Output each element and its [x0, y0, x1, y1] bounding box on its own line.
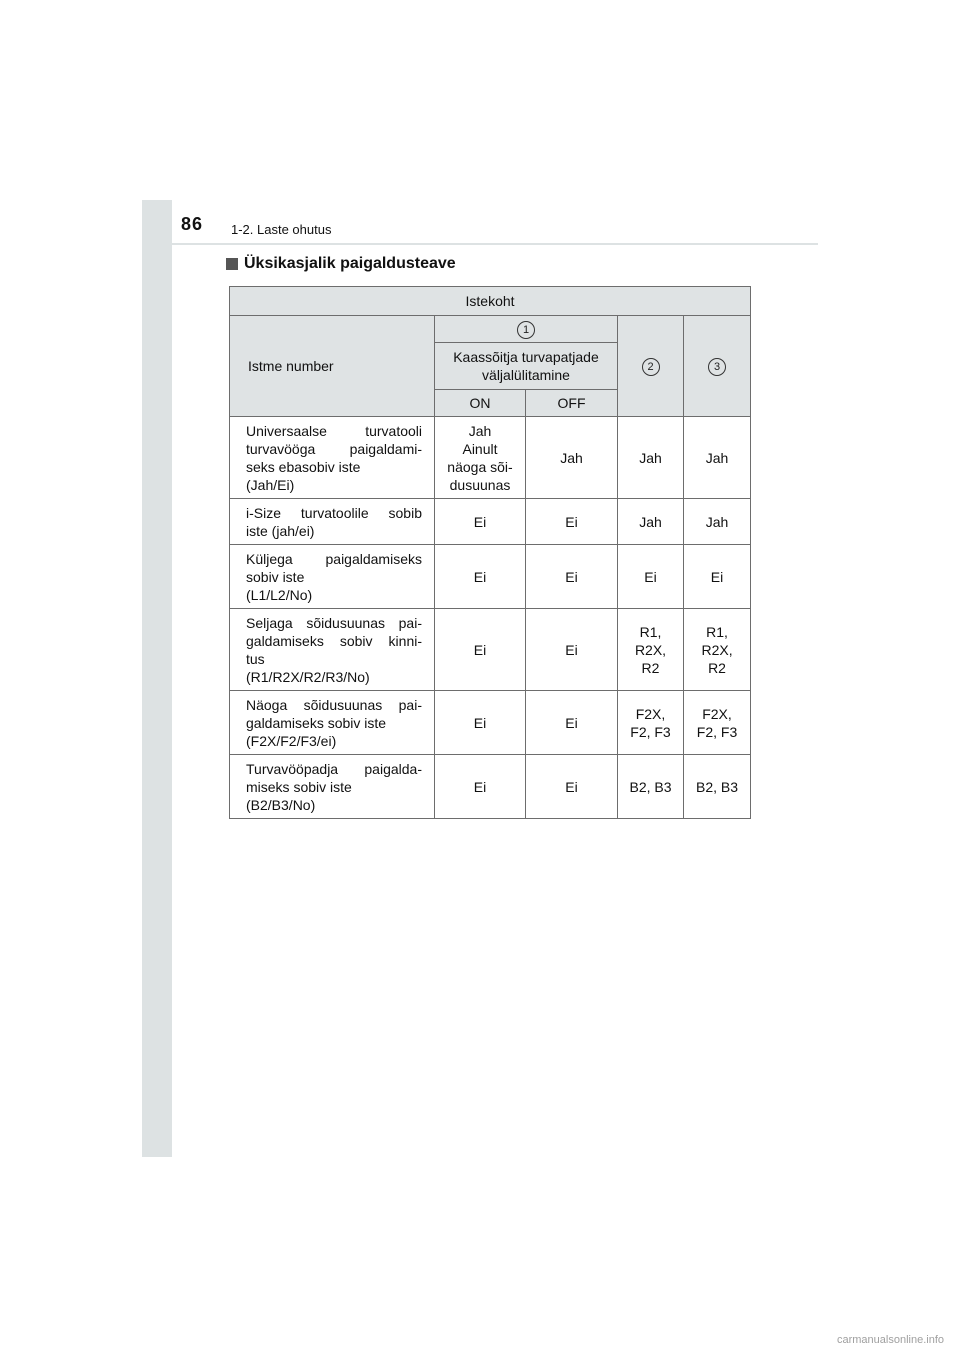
cell-on: [435, 691, 526, 755]
cell-seat-3: [684, 545, 751, 609]
cell-line: Jah: [705, 513, 729, 530]
cell-line: Jah: [705, 449, 729, 466]
cell-off: [526, 417, 618, 499]
cell-line: iste (jah/ei): [246, 522, 315, 539]
cell-line: (L1/L2/No): [246, 586, 313, 603]
circled-1-icon: 1: [517, 321, 535, 339]
row-label: [230, 417, 435, 499]
cell-seat-2: [618, 417, 684, 499]
cell-line: B2, B3: [629, 778, 672, 795]
cell-line: galdamiseks sobiv iste: [246, 714, 387, 731]
cell-line: B2, B3: [696, 778, 739, 795]
table-row: [230, 691, 751, 755]
cell-off: [526, 755, 618, 819]
cell-line: (F2X/F2/F3/ei): [246, 732, 337, 749]
cell-line: seks ebasobiv iste: [246, 458, 361, 475]
cell-on: [435, 609, 526, 691]
cell-line: Ei: [710, 568, 724, 585]
cell-line: Küljega paigaldamiseks: [246, 550, 422, 567]
cell-on: [435, 545, 526, 609]
circled-2-icon: 2: [642, 358, 660, 376]
cell-line: R2X,: [701, 641, 733, 658]
cell-on: [435, 499, 526, 545]
cell-line: i-Size turvatoolile sobib: [246, 504, 422, 521]
cell-line: Ei: [473, 778, 487, 795]
cell-line: sobiv iste: [246, 568, 305, 585]
cell-line: Jah: [468, 422, 492, 439]
table-row: [230, 545, 751, 609]
cell-line: Ei: [473, 568, 487, 585]
header-seat-1: [435, 316, 618, 343]
cell-line: Seljaga sõidusuunas pai-: [246, 614, 422, 631]
cell-line: turvavööga paigaldami-: [246, 440, 422, 457]
cell-off: [526, 545, 618, 609]
header-off: OFF: [526, 390, 618, 417]
header-seat-3: [684, 316, 751, 417]
cell-line: F2, F3: [630, 723, 671, 740]
cell-off: [526, 691, 618, 755]
table-row: [230, 417, 751, 499]
cell-on: [435, 417, 526, 499]
switch-line: Kaassõitja turvapatjade: [453, 349, 599, 365]
cell-line: Turvavööpadja paigalda-: [246, 760, 422, 777]
header-airbag-switch: [435, 343, 618, 390]
header-rule: [142, 243, 818, 245]
cell-on: [435, 755, 526, 819]
cell-line: Ei: [565, 568, 578, 585]
cell-line: R1,: [639, 623, 662, 640]
header-seat-position: Istekoht: [230, 287, 751, 316]
cell-off: [526, 499, 618, 545]
cell-line: Ei: [565, 714, 578, 731]
section-label: 1-2. Laste ohutus: [231, 222, 332, 237]
table-row: [230, 499, 751, 545]
cell-seat-3: [684, 691, 751, 755]
cell-line: R2: [641, 659, 660, 676]
cell-line: F2, F3: [696, 723, 738, 740]
cell-line: R1,: [706, 623, 728, 640]
cell-seat-2: [618, 755, 684, 819]
cell-line: (R1/R2X/R2/R3/No): [246, 668, 370, 685]
header-on: ON: [435, 390, 526, 417]
row-label: [230, 609, 435, 691]
cell-line: miseks sobiv iste: [246, 778, 352, 795]
row-label: [230, 691, 435, 755]
cell-line: (B2/B3/No): [246, 796, 316, 813]
header-seat-number: Istme number: [230, 316, 435, 417]
cell-seat-2: [618, 499, 684, 545]
cell-line: Ei: [473, 641, 487, 658]
cell-line: Ei: [565, 513, 578, 530]
row-label: [230, 755, 435, 819]
seat-installation-table: [229, 286, 751, 819]
page-number: 86: [181, 214, 204, 234]
cell-line: Näoga sõidusuunas pai-: [246, 696, 422, 713]
cell-seat-3: [684, 755, 751, 819]
switch-line: väljalülitamine: [482, 367, 570, 383]
cell-line: (Jah/Ei): [246, 476, 295, 493]
cell-off: [526, 609, 618, 691]
cell-seat-3: [684, 499, 751, 545]
watermark-text: carmanualsonline.info: [836, 1334, 944, 1346]
cell-seat-2: [618, 545, 684, 609]
cell-line: Ei: [644, 568, 657, 585]
cell-line: Ei: [565, 778, 578, 795]
table-row: [230, 755, 751, 819]
cell-seat-3: [684, 609, 751, 691]
table-row: [230, 609, 751, 691]
cell-line: Jah: [639, 513, 662, 530]
cell-seat-2: [618, 691, 684, 755]
cell-line: galdamiseks sobiv kinni-: [246, 632, 422, 649]
cell-seat-2: [618, 609, 684, 691]
heading-text: Üksikasjalik paigaldusteave: [244, 255, 456, 272]
header-seat-2: [618, 316, 684, 417]
cell-line: F2X,: [635, 705, 666, 722]
cell-line: Jah: [639, 449, 662, 466]
cell-line: Ainult: [462, 440, 498, 457]
cell-line: Ei: [473, 513, 487, 530]
row-label: [230, 499, 435, 545]
row-label: [230, 545, 435, 609]
cell-line: R2X,: [634, 641, 667, 658]
cell-line: Ei: [565, 641, 578, 658]
cell-line: F2X,: [702, 705, 732, 722]
cell-line: R2: [708, 659, 726, 676]
section-heading: [226, 255, 456, 273]
circled-3-icon: 3: [708, 358, 726, 376]
cell-line: Universaalse turvatooli: [246, 422, 422, 439]
cell-line: Ei: [473, 714, 487, 731]
cell-seat-3: [684, 417, 751, 499]
cell-line: näoga sõi-: [447, 458, 513, 475]
cell-line: Jah: [560, 449, 583, 466]
cell-line: dusuunas: [449, 476, 511, 493]
side-strip: [142, 200, 172, 1157]
cell-line: tus: [246, 650, 265, 667]
square-bullet-icon: [226, 258, 238, 270]
